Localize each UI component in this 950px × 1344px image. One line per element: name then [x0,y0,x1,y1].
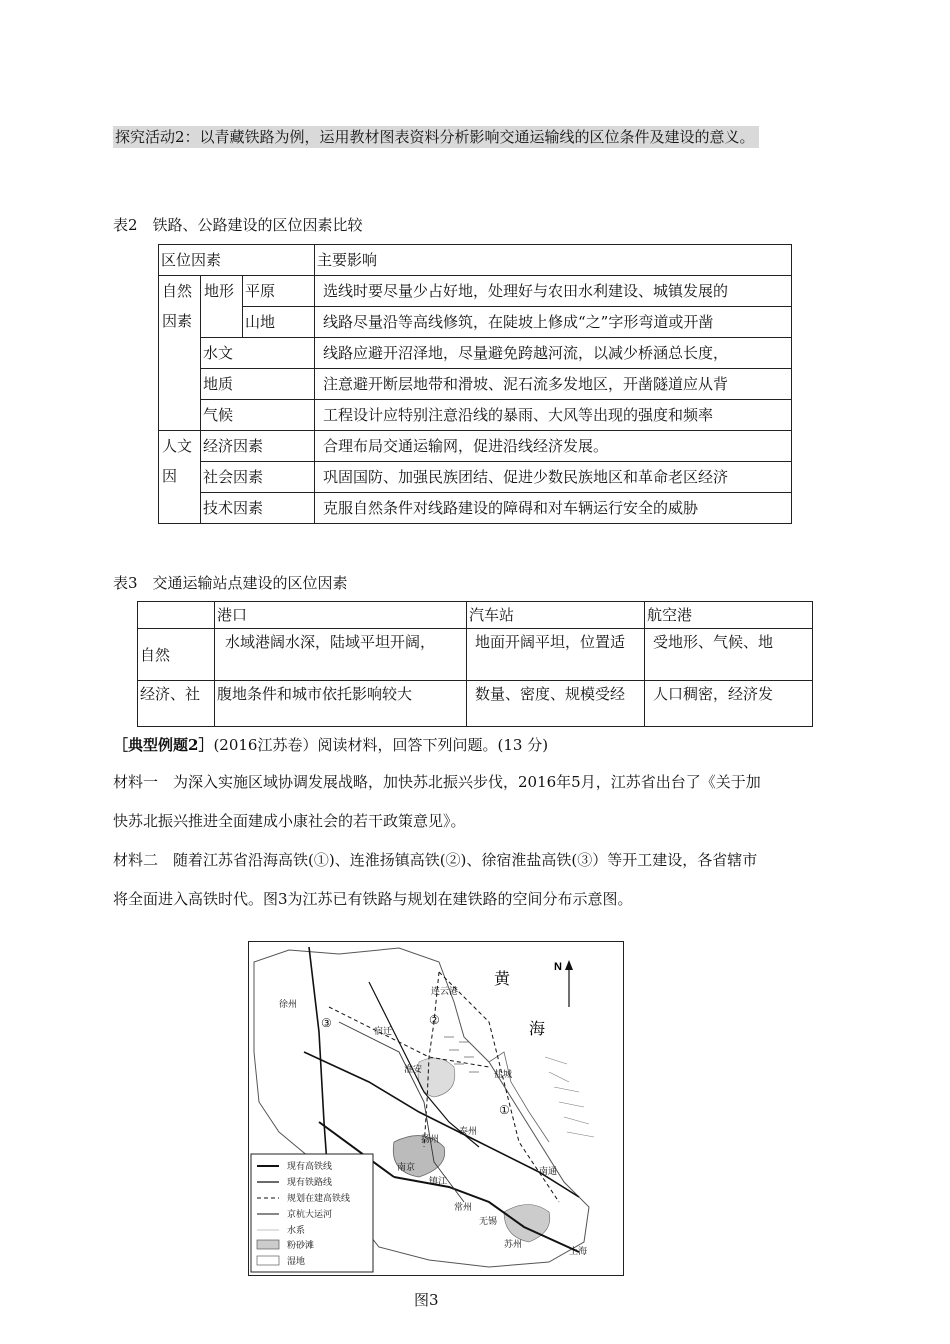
table-row [159,462,792,493]
activity-prompt: 探究活动2：以青藏铁路为例，运用教材图表资料分析影响交通运输线的区位条件及建设的意义。 [113,126,759,148]
map-svg [249,942,623,1275]
legend-label: 现有高铁线 [287,1162,333,1172]
header-cell: 主要影响 [315,245,792,276]
jiangsu-railway-map [248,941,624,1276]
legend-label: 京杭大运河 [287,1210,333,1220]
effect-cell: 合理布局交通运输网，促进沿线经济发展。 [315,431,792,462]
figure-caption: 图3 [414,1291,439,1309]
row-label-cell: 自然 [138,629,215,681]
sandbank-legend-icon [257,1240,279,1249]
effect-cell: 巩固国防、加强民族团结、促进少数民族地区和革命老区经济 [315,462,792,493]
effect-cell: 注意避开断层地带和滑坡、泥石流多发地区，开凿隧道应从背 [315,369,792,400]
example-heading [113,734,548,755]
north-label: N [554,961,562,973]
route-marker: ① [499,1103,510,1117]
sea-label: 海 [529,1019,546,1038]
factor-cell: 平原 [243,276,315,307]
city-label: 泰州 [459,1127,478,1137]
header-cell: 港口 [215,602,467,629]
factor-cell: 技术因素 [201,493,315,524]
city-label: 徐州 [279,1000,298,1010]
table-row [159,400,792,431]
table-row [159,369,792,400]
table-row [138,602,813,629]
table-cell: 数量、密度、规模受经 [467,681,645,727]
table-row [159,245,792,276]
table3-caption: 表3 交通运输站点建设的区位因素 [113,574,348,592]
table-row [159,338,792,369]
sea-label: 黄 [494,969,511,988]
factor-cell: 气候 [201,400,315,431]
city-label: 南通 [539,1167,558,1177]
terrain-group-cell: 地形 [201,276,243,338]
effect-cell: 工程设计应特别注意沿线的暴雨、大风等出现的强度和频率 [315,400,792,431]
example-source: (2016江苏卷）阅读材料，回答下列问题。(13 分) [213,736,549,754]
table2 [158,244,792,524]
city-label: 盐城 [494,1070,513,1080]
row-label-cell: 经济、社 [138,681,215,727]
city-label: 镇江 [429,1177,448,1187]
city-label: 连云港 [431,987,459,997]
material2-line1: 材料二 随着江苏省沿海高铁(①)、连淮扬镇高铁(②)、徐宿淮盐高铁(③）等开工建设，各省辖市 [113,851,758,869]
material1-line2: 快苏北振兴推进全面建成小康社会的若干政策意见》。 [113,812,466,830]
legend-label: 现有铁路线 [287,1178,333,1188]
city-label: 南京 [397,1163,416,1173]
effect-cell: 线路尽量沿等高线修筑，在陡坡上修成“之”字形弯道或开凿 [315,307,792,338]
city-label: 扬州 [421,1135,440,1145]
table2-caption: 表2 铁路、公路建设的区位因素比较 [113,216,363,234]
header-cell: 航空港 [645,602,813,629]
factor-cell: 经济因素 [201,431,315,462]
table-row [159,276,792,307]
effect-cell: 克服自然条件对线路建设的障碍和对车辆运行安全的威胁 [315,493,792,524]
route-marker: ② [429,1013,440,1027]
legend-label: 湿地 [287,1257,306,1267]
header-cell [138,602,215,629]
example-label: ［典型例题2］ [113,736,214,754]
wetland-legend-icon [257,1256,279,1265]
natural-group-cell: 自然因素 [159,276,201,431]
table-row [159,307,792,338]
material2-line2: 将全面进入高铁时代。图3为江苏已有铁路与规划在建铁路的空间分布示意图。 [113,890,633,908]
sandbank-area [545,1057,594,1137]
header-cell: 汽车站 [467,602,645,629]
table-row [138,629,813,681]
route-marker: ③ [321,1016,332,1030]
city-label: 淮安 [404,1065,423,1075]
legend-label: 规划在建高铁线 [287,1194,351,1204]
city-label: 苏州 [504,1240,523,1250]
material1-line1: 材料一 为深入实施区域协调发展战略，加快苏北振兴步伐，2016年5月，江苏省出台了《关于加 [113,773,761,791]
human-group-cell: 人文因 [159,431,201,524]
factor-cell: 山地 [243,307,315,338]
factor-cell: 水文 [201,338,315,369]
header-cell: 区位因素 [159,245,315,276]
table-row [138,681,813,727]
table-cell: 腹地条件和城市依托影响较大 [215,681,467,727]
table-cell: 受地形、气候、地 [645,629,813,681]
table-cell: 水域港阔水深，陆域平坦开阔， [215,629,467,681]
legend-label: 水系 [287,1226,306,1236]
effect-cell: 选线时要尽量少占好地，处理好与农田水利建设、城镇发展的 [315,276,792,307]
legend-label: 粉砂滩 [287,1241,315,1251]
city-label: 无锡 [479,1217,498,1227]
table-cell: 地面开阔平坦，位置适 [467,629,645,681]
table-row [159,493,792,524]
city-label: 常州 [454,1203,473,1213]
factor-cell: 社会因素 [201,462,315,493]
city-label: 上海 [569,1247,588,1257]
table3 [137,601,813,727]
effect-cell: 线路应避开沼泽地，尽量避免跨越河流，以减少桥涵总长度， [315,338,792,369]
factor-cell: 地质 [201,369,315,400]
table-row [159,431,792,462]
city-label: 宿迁 [374,1027,393,1037]
table-cell: 人口稠密，经济发 [645,681,813,727]
